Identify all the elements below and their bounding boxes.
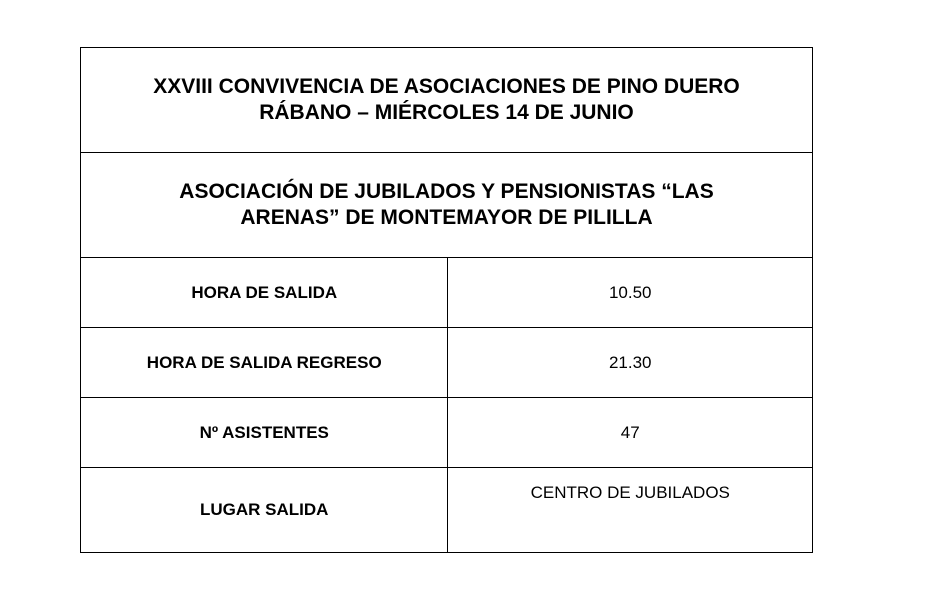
info-table	[80, 47, 813, 553]
departure-place-label: LUGAR SALIDA	[81, 468, 448, 553]
table-row	[81, 328, 813, 398]
departure-place-value: CENTRO DE JUBILADOS	[448, 468, 813, 553]
return-time-value: 21.30	[448, 328, 813, 398]
event-title-line1: XXVIII CONVIVENCIA DE ASOCIACIONES DE PINO DUERO	[153, 75, 740, 98]
attendees-label: Nº ASISTENTES	[81, 398, 448, 468]
table-row	[81, 468, 813, 553]
table-row	[81, 258, 813, 328]
event-title	[81, 48, 813, 153]
association-row	[81, 153, 813, 258]
departure-time-value: 10.50	[448, 258, 813, 328]
attendees-value: 47	[448, 398, 813, 468]
association-name	[81, 153, 813, 258]
association-name-line2: ARENAS” DE MONTEMAYOR DE PILILLA	[240, 206, 653, 229]
departure-time-label: HORA DE SALIDA	[81, 258, 448, 328]
return-time-label: HORA DE SALIDA REGRESO	[81, 328, 448, 398]
table-row	[81, 398, 813, 468]
event-title-line2: RÁBANO – MIÉRCOLES 14 DE JUNIO	[259, 101, 634, 124]
header-row	[81, 48, 813, 153]
association-name-line1: ASOCIACIÓN DE JUBILADOS Y PENSIONISTAS “LAS	[179, 180, 714, 203]
